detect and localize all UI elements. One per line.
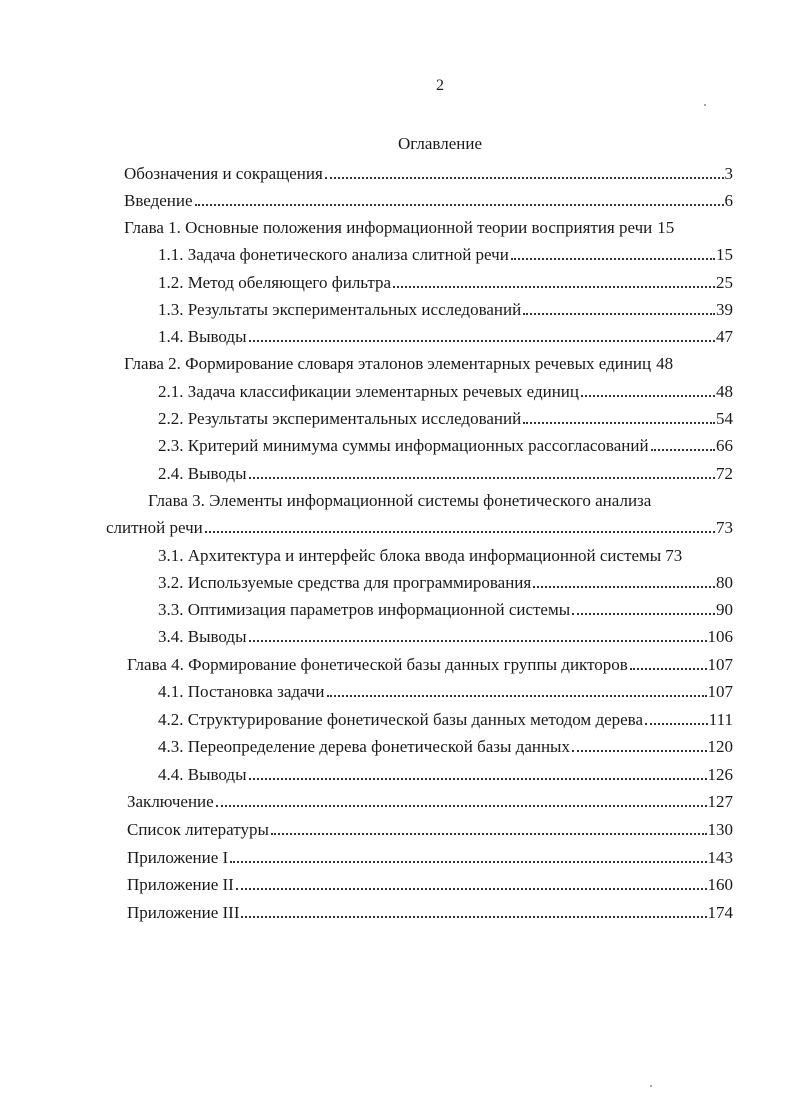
toc-entry-page: 80 [716, 573, 733, 592]
toc-entry[interactable] [158, 594, 733, 620]
toc-entry[interactable] [127, 897, 733, 923]
toc-entry[interactable] [124, 158, 733, 184]
toc-entry-page: 15 [657, 218, 675, 237]
toc-entry-page: 127 [707, 792, 733, 811]
toc-entry-title: 2.4. Выводы [158, 464, 247, 483]
toc-entry-title: Приложение II [127, 875, 234, 894]
toc-leader-dots [581, 395, 715, 397]
toc-entry-page: 107 [707, 682, 733, 701]
toc-entry-page: 73 [716, 518, 733, 537]
toc-leader-dots [523, 313, 715, 315]
toc-leader-dots [533, 586, 715, 588]
toc-leader-dots [572, 613, 715, 615]
toc-entry-title: 1.4. Выводы [158, 327, 247, 346]
toc-entry-page: 130 [707, 820, 733, 839]
toc-leader-dots [241, 916, 706, 918]
toc-entry-title: 3.2. Используемые средства для программирования [158, 573, 532, 592]
toc-leader-dots [195, 204, 724, 206]
toc-entry[interactable] [158, 704, 733, 730]
toc-entry-title: 4.2. Структурирование фонетической базы данных методом дерева [158, 710, 644, 729]
toc-entry[interactable] [127, 649, 733, 675]
toc-entry-title: 2.3. Критерий минимума суммы информационных рассогласований [158, 436, 649, 455]
toc-entry-page: 72 [716, 464, 733, 483]
toc-entry-page: 6 [724, 191, 733, 210]
toc-entry[interactable] [127, 842, 733, 868]
toc-entry-page: 120 [707, 737, 733, 756]
toc-entry-title: Глава 1. Основные положения информационной теории восприятия речи [124, 218, 653, 237]
toc-entry[interactable] [127, 786, 733, 812]
toc-entry-page: 47 [716, 327, 733, 346]
toc-entry[interactable] [124, 348, 733, 374]
toc-entry[interactable] [158, 321, 733, 347]
toc-leader-dots [630, 668, 707, 670]
page-number: 2 [436, 77, 444, 94]
toc-heading: Оглавление [398, 134, 482, 153]
toc-entry-page: 66 [716, 436, 733, 455]
toc-leader-dots [511, 258, 715, 260]
toc-entry-chapter3-first-line[interactable]: Глава 3. Элементы информационной системы фонетического анализа [148, 491, 652, 510]
toc-entry-title: Список литературы [127, 820, 269, 839]
toc-leader-dots [249, 477, 715, 479]
toc-entry-page: 39 [716, 300, 733, 319]
toc-leader-dots [651, 449, 715, 451]
toc-entry[interactable] [106, 512, 733, 538]
toc-entry-title: слитной речи [106, 518, 203, 537]
toc-entry-page: 15 [716, 245, 733, 264]
toc-entry[interactable] [158, 759, 733, 785]
toc-entry-page: 25 [716, 273, 733, 292]
toc-entry[interactable] [158, 239, 733, 265]
toc-leader-dots [572, 750, 707, 752]
toc-leader-dots [230, 861, 706, 863]
toc-entry-page: 54 [716, 409, 733, 428]
toc-leader-dots [523, 422, 715, 424]
toc-entry-title: 4.4. Выводы [158, 765, 247, 784]
toc-leader-dots [327, 695, 707, 697]
toc-entry[interactable] [124, 212, 733, 238]
toc-entry-page: 160 [707, 875, 733, 894]
toc-entry-page: 90 [716, 600, 733, 619]
toc-entry[interactable] [158, 403, 733, 429]
toc-leader-dots [249, 778, 707, 780]
toc-entry-page: 126 [707, 765, 733, 784]
toc-entry-title: Приложение III [127, 903, 240, 922]
toc-entry-title: Обозначения и сокращения [124, 164, 323, 183]
toc-entry[interactable] [158, 376, 733, 402]
toc-leader-dots [645, 723, 708, 725]
toc-entry-title: Заключение [127, 792, 214, 811]
scan-speck [650, 1085, 652, 1087]
toc-entry-page: 48 [716, 382, 733, 401]
toc-entry[interactable] [158, 267, 733, 293]
toc-entry-title: 2.2. Результаты экспериментальных исследований [158, 409, 522, 428]
toc-entry-title: 3.4. Выводы [158, 627, 247, 646]
toc-entry[interactable] [158, 294, 733, 320]
scan-speck [704, 104, 706, 106]
toc-entry-page: 73 [665, 546, 683, 565]
toc-entry-page: 107 [707, 655, 733, 674]
toc-entry[interactable] [158, 458, 733, 484]
toc-entry-title: 3.3. Оптимизация параметров информационной системы [158, 600, 571, 619]
toc-entry-title: 4.3. Переопределение дерева фонетической базы данных [158, 737, 570, 756]
toc-entry[interactable] [158, 731, 733, 757]
toc-entry-page: 48 [656, 354, 674, 373]
toc-entry[interactable] [158, 621, 733, 647]
toc-entry[interactable] [158, 676, 733, 702]
toc-entry-page: 111 [708, 710, 733, 729]
toc-entry[interactable] [158, 540, 733, 566]
toc-entry[interactable] [158, 430, 733, 456]
toc-leader-dots [205, 531, 715, 533]
toc-entry[interactable] [127, 814, 733, 840]
toc-entry-title: Введение [124, 191, 193, 210]
toc-leader-dots [393, 286, 715, 288]
toc-entry-page: 3 [724, 164, 733, 183]
toc-entry-title: Глава 4. Формирование фонетической базы данных группы дикторов [127, 655, 628, 674]
toc-leader-dots [249, 340, 715, 342]
toc-entry-title: 1.1. Задача фонетического анализа слитной речи [158, 245, 509, 264]
toc-entry-page: 106 [707, 627, 733, 646]
table-of-contents [0, 158, 795, 938]
toc-leader-dots [271, 833, 707, 835]
toc-entry-title: Глава 2. Формирование словаря эталонов элементарных речевых единиц [124, 354, 652, 373]
toc-entry-title: 1.3. Результаты экспериментальных исследований [158, 300, 522, 319]
toc-leader-dots [325, 177, 724, 179]
toc-leader-dots [249, 640, 707, 642]
toc-entry-page: 174 [707, 903, 733, 922]
toc-leader-dots [216, 805, 707, 807]
toc-entry-title: 3.1. Архитектура и интерфейс блока ввода информационной системы [158, 546, 662, 565]
toc-entry-title: 4.1. Постановка задачи [158, 682, 325, 701]
toc-entry-title: 2.1. Задача классификации элементарных речевых единиц [158, 382, 579, 401]
toc-leader-dots [236, 888, 707, 890]
toc-entry-page: 143 [707, 848, 733, 867]
toc-entry[interactable] [127, 869, 733, 895]
toc-entry-title: Приложение I [127, 848, 229, 867]
toc-entry[interactable] [124, 185, 733, 211]
toc-entry-title: 1.2. Метод обеляющего фильтра [158, 273, 392, 292]
toc-entry[interactable] [158, 567, 733, 593]
